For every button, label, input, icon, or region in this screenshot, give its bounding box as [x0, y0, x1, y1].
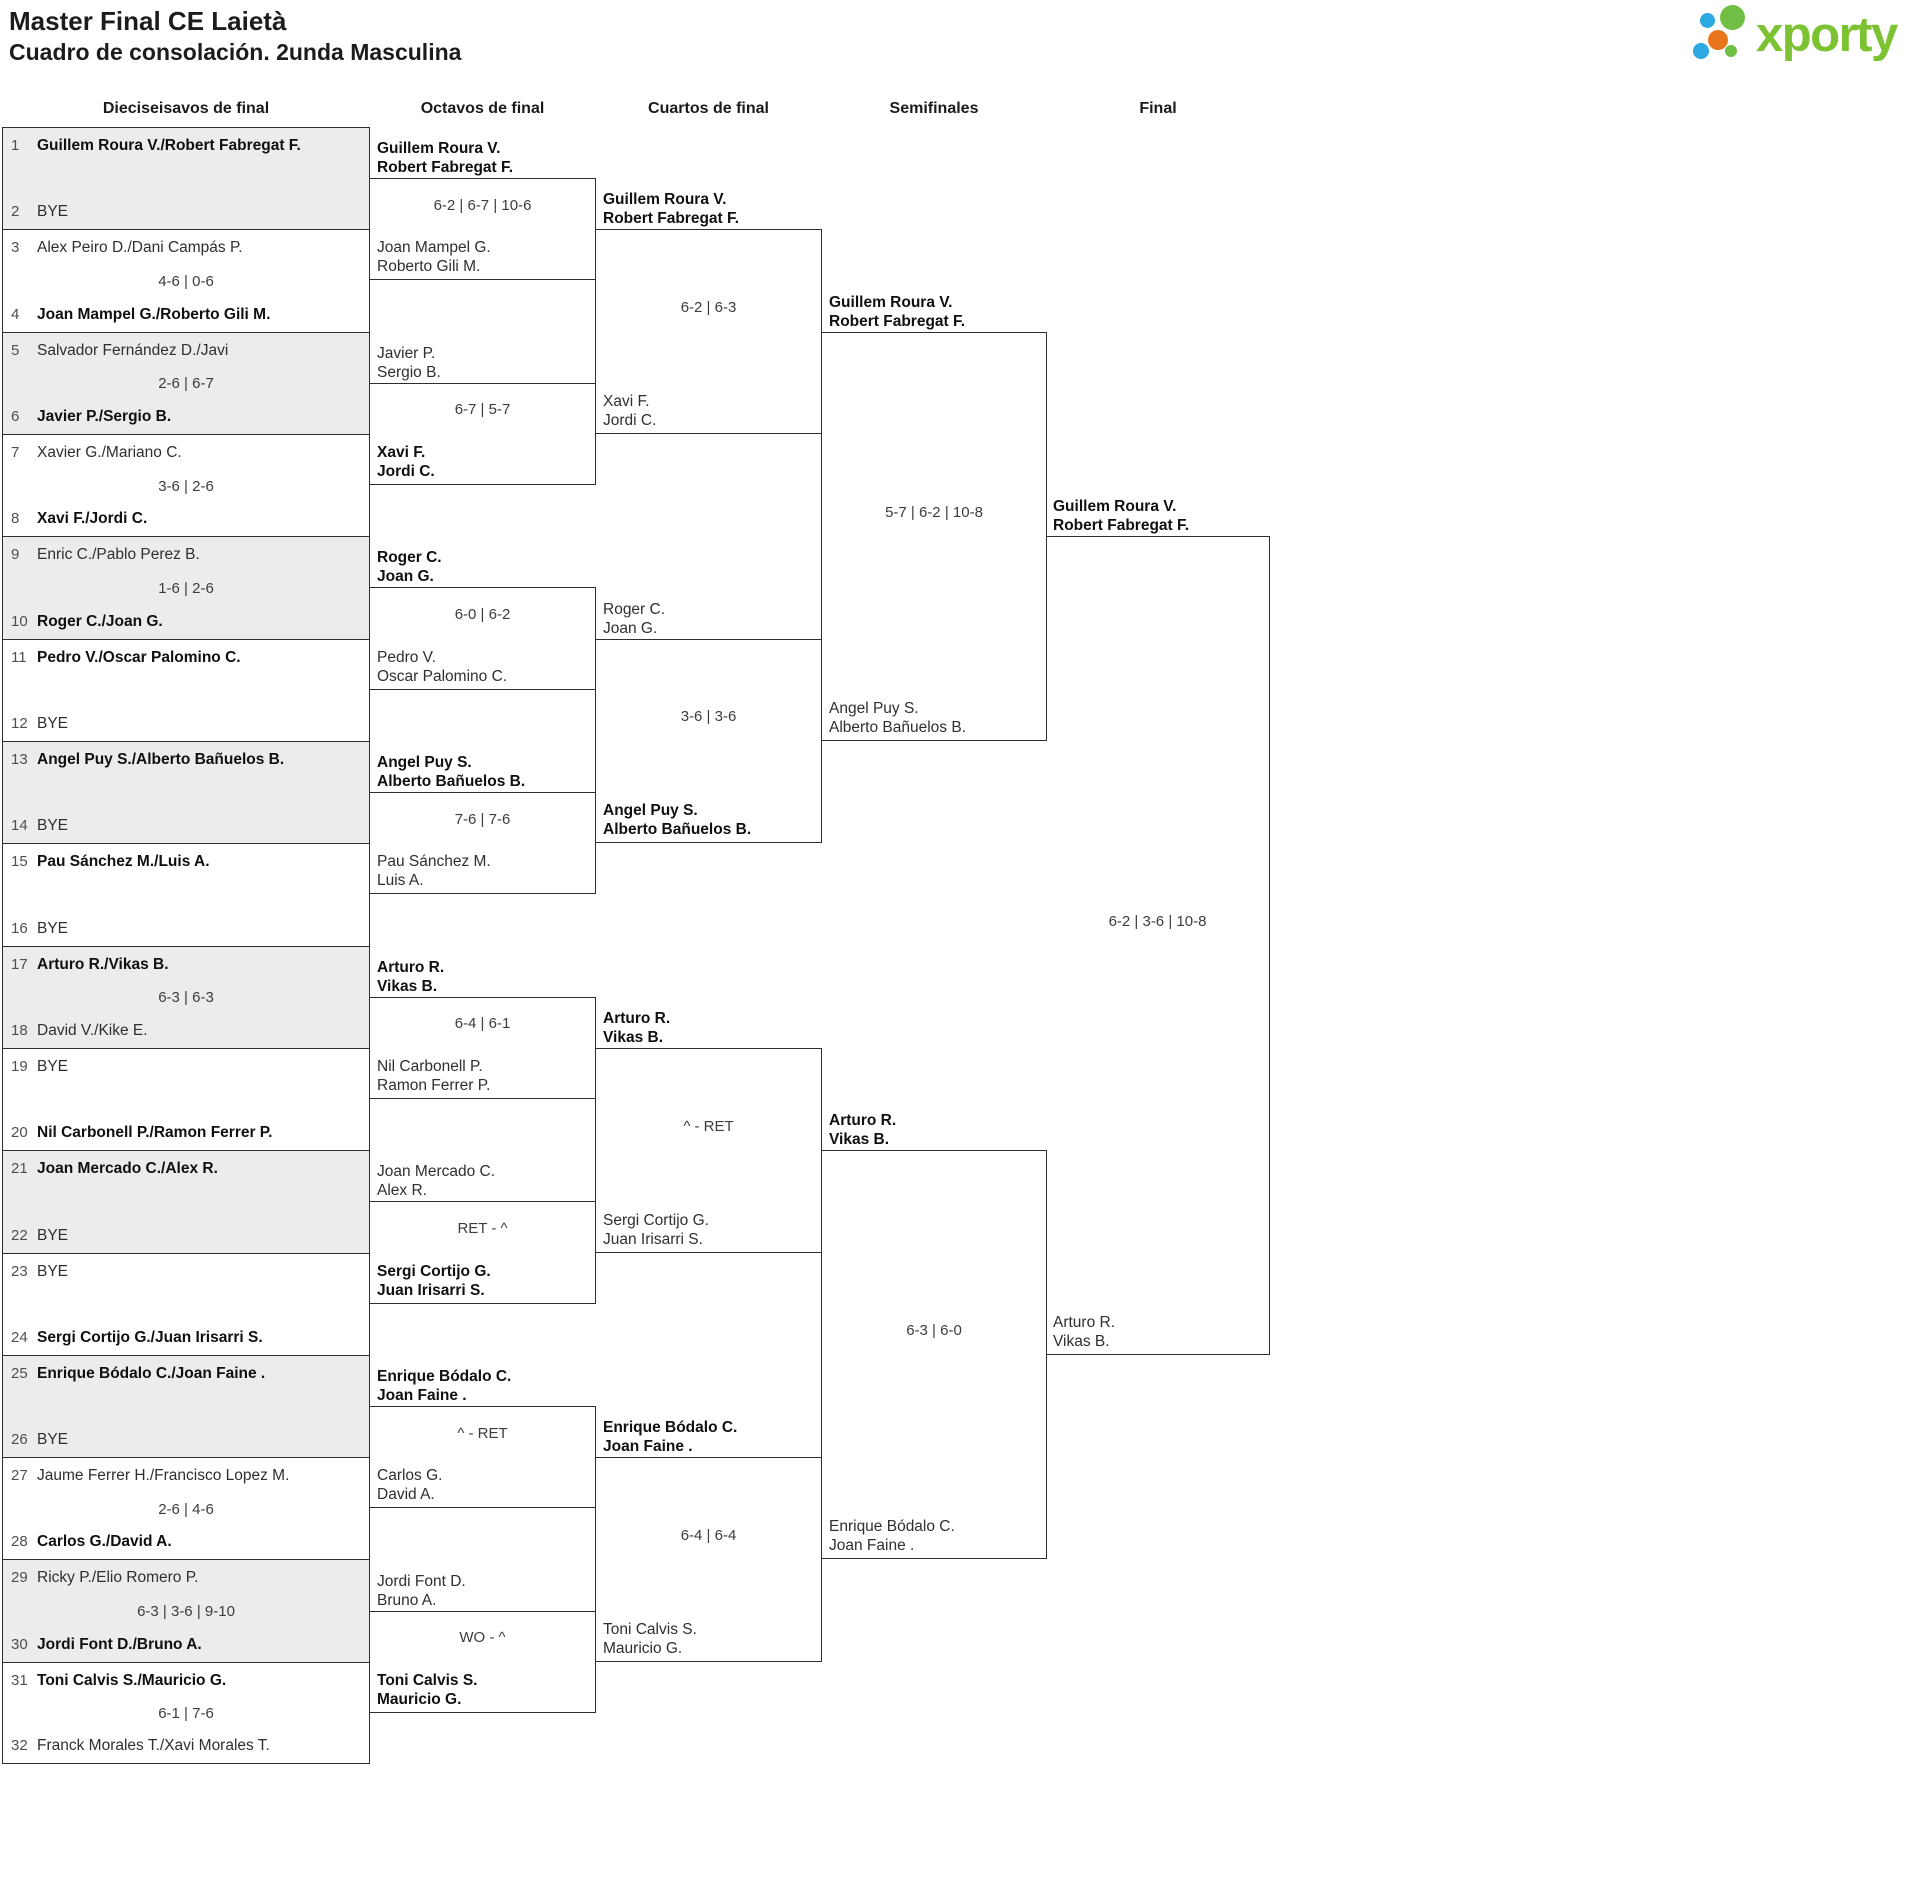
bracket-pair [2, 1253, 370, 1355]
bracket-pair [2, 843, 370, 945]
match-score: 6-4 | 6-1 [454, 1015, 511, 1033]
team-player: Xavi F. [603, 392, 650, 410]
team-player: Alberto Bañuelos B. [377, 773, 526, 791]
team-player: David A. [377, 1486, 435, 1504]
bracket-entry [11, 1226, 363, 1245]
team-player: Roger C. [377, 549, 442, 567]
entry-team-name: Joan Mercado C./Alex R. [37, 1160, 218, 1178]
entry-team-name: BYE [37, 1226, 69, 1244]
match-score: 6-3 | 6-0 [906, 1322, 962, 1340]
team-player: Joan Faine . [603, 1438, 693, 1456]
match-score: 6-3 | 6-3 [158, 989, 214, 1007]
match-score: 6-2 | 6-3 [680, 299, 737, 317]
advancing-team [377, 548, 588, 586]
team-player: Xavi F. [377, 444, 426, 462]
entry-number: 22 [11, 1226, 28, 1244]
bracket-entry [11, 238, 363, 257]
team-player: Pau Sánchez M. [377, 853, 491, 871]
match-score: 6-3 | 3-6 | 9-10 [137, 1603, 235, 1621]
bracket-entry [11, 1057, 363, 1076]
entry-team-name: BYE [37, 1262, 69, 1280]
entry-team-name: Toni Calvis S./Mauricio G. [37, 1671, 227, 1689]
team-player: Guillem Roura V. [1053, 498, 1177, 516]
entry-team-name: Jaume Ferrer H./Francisco Lopez M. [37, 1467, 290, 1485]
match-box-octavos [369, 549, 596, 689]
entry-team-name: Angel Puy S./Alberto Bañuelos B. [37, 750, 285, 768]
match-score: 1-6 | 2-6 [158, 579, 214, 597]
team-player: Robert Fabregat F. [1053, 517, 1190, 535]
entry-number: 26 [11, 1431, 28, 1449]
round-header: Dieciseisavos de final [102, 100, 270, 117]
entry-number: 25 [11, 1364, 28, 1382]
advancing-team [603, 190, 814, 228]
bracket-pair [2, 434, 370, 536]
team-player: Luis A. [377, 872, 424, 890]
team-player: Oscar Palomino C. [377, 667, 508, 685]
bracket-entry [11, 305, 363, 324]
entry-number: 18 [11, 1021, 28, 1039]
entry-team-name: Enrique Bódalo C./Joan Faine . [37, 1364, 266, 1382]
bracket-entry [11, 545, 363, 564]
round-header: Cuartos de final [648, 100, 769, 117]
entry-team-name: Salvador Fernández D./Javi [37, 341, 229, 359]
entry-number: 20 [11, 1124, 28, 1142]
advancing-team [829, 1111, 1039, 1149]
entry-team-name: Ricky P./Elio Romero P. [37, 1569, 199, 1587]
team-player: Guillem Roura V. [829, 293, 953, 311]
team-player: Joan Mampel G. [377, 239, 491, 257]
entry-number: 8 [11, 510, 20, 528]
match-score: 6-2 | 3-6 | 10-8 [1108, 913, 1207, 931]
match-score: 7-6 | 7-6 [454, 810, 511, 828]
team-player: Carlos G. [377, 1467, 443, 1485]
entry-number: 4 [11, 305, 20, 323]
entry-team-name: Guillem Roura V./Robert Fabregat F. [37, 137, 301, 154]
entry-team-name: Xavi F./Jordi C. [37, 510, 148, 528]
entry-team-name: Franck Morales T./Xavi Morales T. [37, 1737, 270, 1755]
entry-team-name: Pedro V./Oscar Palomino C. [37, 648, 241, 666]
match-box-octavos [369, 140, 596, 280]
bracket-entry [11, 341, 363, 360]
team-player: Arturo R. [829, 1112, 897, 1130]
entry-team-name: Javier P./Sergio B. [37, 407, 172, 425]
advancing-team [377, 1466, 588, 1504]
team-player: Robert Fabregat F. [377, 159, 514, 177]
advancing-team [603, 801, 814, 839]
entry-number: 10 [11, 612, 28, 630]
bracket-pair [2, 1048, 370, 1150]
bracket-entry [11, 955, 363, 974]
advancing-team [377, 1057, 588, 1095]
entry-team-name: Alex Peiro D./Dani Campás P. [37, 239, 243, 257]
round-header: Semifinales [889, 100, 979, 117]
team-player: Alberto Bañuelos B. [603, 821, 752, 839]
team-player: Jordi C. [377, 463, 435, 481]
entry-number: 21 [11, 1160, 28, 1178]
entry-number: 7 [11, 443, 20, 461]
match-box-cuartos [595, 600, 822, 844]
advancing-team [377, 139, 588, 177]
page-subtitle: Cuadro de consolación. 2unda Masculina [9, 39, 462, 65]
entry-number: 31 [11, 1671, 28, 1689]
bracket-entry [11, 852, 363, 871]
advancing-team [377, 648, 588, 686]
entry-number: 13 [11, 750, 28, 768]
entry-team-name: Roger C./Joan G. [37, 612, 163, 630]
match-score: RET - ^ [457, 1220, 508, 1238]
match-score: 6-2 | 6-7 | 10-6 [433, 196, 532, 214]
match-box-octavos [369, 1163, 596, 1303]
team-player: Juan Irisarri S. [377, 1281, 485, 1299]
team-player: Arturo R. [603, 1009, 671, 1027]
match-score: 6-1 | 7-6 [158, 1705, 214, 1723]
team-player: Mauricio G. [603, 1639, 683, 1657]
match-score: 2-6 | 4-6 [158, 1500, 214, 1518]
bracket-entry [11, 1123, 363, 1142]
bracket-entry [11, 1466, 363, 1485]
entry-number: 1 [11, 137, 20, 154]
advancing-team [377, 753, 588, 791]
bracket-pair [2, 1150, 370, 1252]
match-box-cuartos [595, 1009, 822, 1253]
bracket-entry [11, 1159, 363, 1178]
match-box-octavos [369, 958, 596, 1099]
team-player: Robert Fabregat F. [829, 312, 966, 330]
advancing-team [377, 958, 588, 996]
entry-team-name: BYE [37, 919, 69, 937]
bracket-entry [11, 1430, 363, 1449]
bracket-entry [11, 816, 363, 835]
team-player: Guillem Roura V. [603, 191, 727, 209]
team-player: Vikas B. [829, 1131, 890, 1149]
advancing-team [377, 443, 588, 481]
bracket-entry [11, 1635, 363, 1654]
team-player: Alex R. [377, 1182, 427, 1200]
entry-number: 16 [11, 919, 28, 937]
page-title: Master Final CE Laietà [9, 6, 287, 36]
entry-team-name: Enric C./Pablo Perez B. [37, 546, 200, 564]
entry-number: 14 [11, 817, 28, 835]
entry-team-name: BYE [37, 714, 69, 732]
match-box-octavos [369, 754, 596, 894]
team-player: Bruno A. [377, 1591, 437, 1609]
entry-number: 2 [11, 203, 20, 221]
entry-team-name: Jordi Font D./Bruno A. [37, 1635, 202, 1653]
team-player: Alberto Bañuelos B. [829, 718, 967, 736]
team-player: Pedro V. [377, 648, 436, 666]
bracket-entry [11, 407, 363, 426]
entry-number: 9 [11, 546, 20, 564]
team-player: Enrique Bódalo C. [603, 1419, 738, 1437]
entry-number: 29 [11, 1569, 28, 1587]
bracket-pair [2, 332, 370, 434]
advancing-team [1053, 1313, 1262, 1351]
match-box-semifinales [821, 1112, 1047, 1559]
logo-wordmark: xporty [1756, 8, 1897, 62]
team-player: Enrique Bódalo C. [829, 1518, 955, 1536]
match-score: 6-4 | 6-4 [680, 1526, 737, 1544]
entry-number: 30 [11, 1635, 28, 1653]
match-box-octavos [369, 1572, 596, 1713]
team-player: Arturo R. [377, 958, 445, 976]
entry-number: 27 [11, 1467, 28, 1485]
entry-team-name: Pau Sánchez M./Luis A. [37, 853, 210, 871]
entry-number: 6 [11, 407, 20, 425]
advancing-team [603, 392, 814, 430]
bracket-entry [11, 1364, 363, 1383]
bracket-pair [2, 741, 370, 843]
team-player: Joan Faine . [829, 1537, 915, 1555]
team-player: Sergi Cortijo G. [377, 1262, 491, 1280]
team-player: Enrique Bódalo C. [377, 1368, 512, 1385]
advancing-team [829, 293, 1039, 331]
team-player: Ramon Ferrer P. [377, 1077, 491, 1095]
bracket-entry [11, 1021, 363, 1040]
bracket-pair [2, 946, 370, 1048]
match-box-cuartos [595, 191, 822, 434]
advancing-team [829, 1517, 1039, 1555]
bracket-entry [11, 1262, 363, 1281]
entry-team-name: David V./Kike E. [37, 1021, 148, 1039]
advancing-team [377, 1262, 588, 1300]
team-player: Roberto Gili M. [377, 258, 481, 276]
match-score: 3-6 | 3-6 [680, 708, 737, 726]
advancing-team [603, 1620, 814, 1658]
match-score: 2-6 | 6-7 [158, 375, 214, 393]
bracket-entry [11, 612, 363, 631]
bracket-pair [2, 1559, 370, 1661]
match-score: 6-0 | 6-2 [454, 606, 511, 624]
team-player: Sergio B. [377, 363, 441, 381]
team-player: Joan G. [603, 619, 658, 637]
team-player: Vikas B. [377, 977, 438, 995]
team-player: Angel Puy S. [829, 699, 919, 717]
advancing-team [829, 699, 1039, 737]
bracket-entry [11, 648, 363, 667]
match-box-semifinales [821, 293, 1047, 741]
bracket-pair [2, 639, 370, 741]
team-player: Vikas B. [1053, 1332, 1110, 1350]
entry-team-name: Arturo R./Vikas B. [37, 955, 169, 973]
bracket-entry [11, 1736, 363, 1755]
team-player: Joan G. [377, 568, 434, 586]
bracket-entry [11, 1532, 363, 1551]
match-box-cuartos [595, 1419, 822, 1662]
advancing-team [377, 1572, 588, 1610]
bracket-pair [2, 1457, 370, 1559]
bracket-entry [11, 136, 363, 155]
advancing-team [377, 238, 588, 276]
team-player: Toni Calvis S. [377, 1671, 478, 1689]
team-player: Juan Irisarri S. [603, 1230, 703, 1248]
advancing-team [603, 1418, 814, 1456]
entry-number: 12 [11, 714, 28, 732]
advancing-team [1053, 497, 1262, 535]
bracket-entry [11, 1671, 363, 1690]
team-player: Jordi Font D. [377, 1572, 466, 1590]
entry-number: 3 [11, 239, 20, 257]
bracket-entry [11, 919, 363, 938]
match-box-final [1046, 498, 1270, 1355]
bracket-entry [11, 443, 363, 462]
entry-team-name: BYE [37, 1057, 69, 1075]
round-header: Final [1139, 100, 1177, 117]
advancing-team [603, 600, 814, 638]
entry-number: 5 [11, 341, 20, 359]
match-box-octavos [369, 344, 596, 485]
bracket-pair [2, 127, 370, 229]
team-player: Toni Calvis S. [603, 1620, 697, 1638]
entry-number: 23 [11, 1262, 28, 1280]
advancing-team [377, 1671, 588, 1709]
team-player: Roger C. [603, 600, 666, 618]
team-player: Jordi C. [603, 411, 657, 429]
entry-team-name: Carlos G./David A. [37, 1533, 172, 1551]
match-score: 5-7 | 6-2 | 10-8 [885, 503, 983, 521]
entry-team-name: Joan Mampel G./Roberto Gili M. [37, 305, 271, 323]
team-player: Guillem Roura V. [377, 140, 501, 158]
entry-team-name: Xavier G./Mariano C. [37, 443, 182, 461]
advancing-team [603, 1009, 814, 1047]
team-player: Mauricio G. [377, 1690, 462, 1708]
match-score: ^ - RET [457, 1424, 508, 1442]
team-player: Vikas B. [603, 1028, 664, 1046]
advancing-team [377, 852, 588, 890]
entry-team-name: BYE [37, 203, 69, 221]
entry-team-name: BYE [37, 817, 69, 835]
team-player: Joan Faine . [377, 1387, 467, 1404]
entry-number: 28 [11, 1533, 28, 1551]
entry-number: 24 [11, 1328, 28, 1346]
match-score: WO - ^ [459, 1629, 506, 1647]
entry-number: 15 [11, 853, 28, 871]
match-score: 6-7 | 5-7 [454, 401, 511, 419]
entry-number: 19 [11, 1057, 28, 1075]
bracket-entry [11, 714, 363, 733]
advancing-team [377, 1162, 588, 1200]
team-player: Robert Fabregat F. [603, 210, 740, 228]
bracket-pair [2, 229, 370, 331]
match-score: 3-6 | 2-6 [158, 477, 214, 495]
advancing-team [377, 1367, 588, 1405]
bracket-entry [11, 1328, 363, 1347]
entry-number: 17 [11, 955, 28, 973]
entry-number: 32 [11, 1737, 28, 1755]
entry-number: 11 [11, 648, 27, 666]
team-player: Sergi Cortijo G. [603, 1211, 709, 1229]
match-score: 4-6 | 0-6 [158, 272, 214, 290]
bracket-entry [11, 202, 363, 221]
team-player: Nil Carbonell P. [377, 1058, 483, 1076]
bracket-pair [2, 536, 370, 638]
entry-team-name: Nil Carbonell P./Ramon Ferrer P. [37, 1124, 273, 1142]
entry-team-name: Sergi Cortijo G./Juan Irisarri S. [37, 1328, 263, 1346]
round-header: Octavos de final [420, 100, 545, 117]
team-player: Angel Puy S. [377, 754, 472, 772]
bracket-entry [11, 1568, 363, 1587]
match-score: ^ - RET [683, 1117, 734, 1135]
bracket-pair [2, 1355, 370, 1457]
advancing-team [377, 344, 588, 382]
team-player: Javier P. [377, 344, 436, 362]
advancing-team [603, 1211, 814, 1249]
team-player: Joan Mercado C. [377, 1163, 496, 1181]
bracket-entry [11, 509, 363, 528]
entry-team-name: BYE [37, 1431, 69, 1449]
bracket-entry [11, 750, 363, 769]
team-player: Arturo R. [1053, 1313, 1116, 1331]
match-box-octavos [369, 1368, 596, 1508]
team-player: Angel Puy S. [603, 802, 698, 820]
bracket-pair [2, 1662, 370, 1764]
